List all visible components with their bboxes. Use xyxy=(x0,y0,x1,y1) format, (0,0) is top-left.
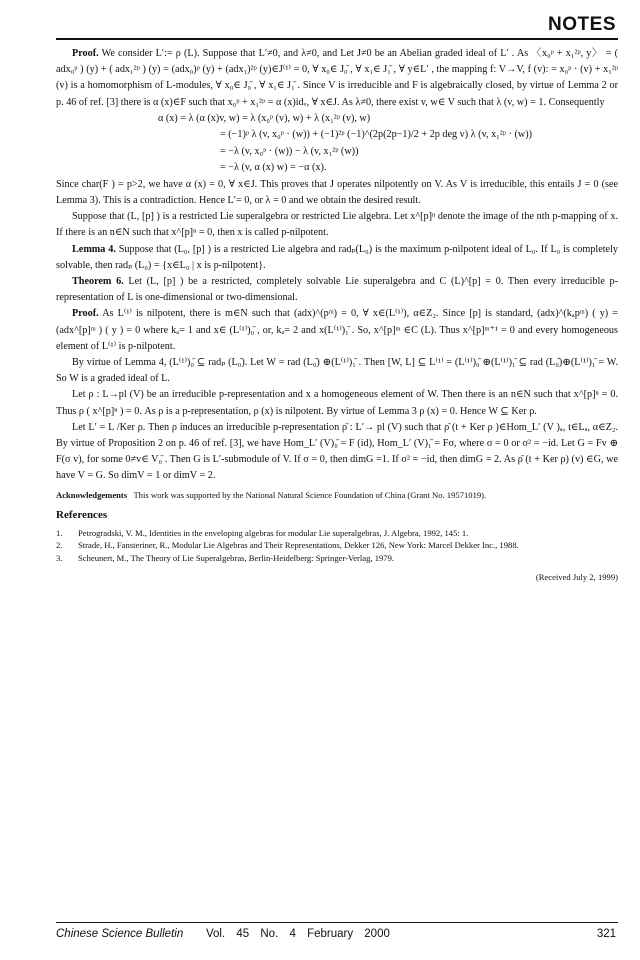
article-body xyxy=(56,46,618,585)
equation-line-3: = −λ (v, x₀ᵖ · (w)) − λ (v, x₁²ᵖ (w)) xyxy=(220,145,359,157)
equation-line-2: = (−1)ᵖ λ (v, x₀ᵖ · (w)) + (−1)²ᵖ (−1)^(2p(2p−1)/2 + 2p deg v) λ (v, x₁²ᵖ · (w)) xyxy=(220,129,532,141)
references-title: References xyxy=(56,508,108,521)
section-header: NOTES xyxy=(548,14,616,35)
reference-number: 2. xyxy=(56,540,63,551)
references-list xyxy=(56,527,618,565)
reference-text: Scheunert, M., The Theory of Lie Superalgebras, Berlin-Heidelberg: Springer-Verlag, 1979. xyxy=(78,553,395,564)
journal-name: Chinese Science Bulletin xyxy=(56,928,184,940)
reference-text: Strade, H., Fansteriner, R., Modular Lie Algebras and Their Representations, Dekker 126, New York: Marcel Dekker Inc., 1988. xyxy=(78,540,519,551)
header-rule xyxy=(56,38,618,40)
paragraph-restricted-def: Suppose that (L, [p] ) is a restricted Lie superalgebra or restricted Lie algebra. Let x^[p]ⁿ denote the image of the nth p-mapping of x. If there is an n∈N such that x^[p]ⁿ = 0, then x is called p-nilpotent. xyxy=(56,211,618,239)
issue-info xyxy=(206,928,390,940)
acknowledgements xyxy=(56,489,618,501)
received-date: (Received July 2, 1999) xyxy=(535,571,618,582)
acknowledgements-text: This work was supported by the National Natural Science Foundation of China (Grant No. 19571019). xyxy=(133,489,487,500)
equation-block xyxy=(56,111,618,177)
paragraph-text: As L⁽¹⁾ is nilpotent, there is m∈N such that (adx)^(pᵐ) = 0, ∀ x∈(L⁽¹⁾), α∈Z₂. Since [p] is standard, (adx)^(kₐpᵐ) ( y) = (adx^[p]ᵐ ) ( y ) = 0 where kₐ= 1 and x∈ (L⁽¹⁾)₀̄ , or, kₐ= 2 and x(L⁽¹⁾)₁̄ . So, x^[p]ᵐ ∈C (L). Thus x^[p]ᵐ⁺¹ = 0 and every homogeneous element of L⁽¹⁾ is p-nilpotent. xyxy=(56,308,618,352)
acknowledgements-label: Acknowledgements xyxy=(56,489,128,500)
reference-number: 3. xyxy=(56,553,63,564)
reference-number: 1. xyxy=(56,527,63,538)
reference-item xyxy=(56,539,618,552)
paragraph-quotient: Let L′ = L /Ker ρ. Then ρ induces an irreducible p-representation ρ̄ : L′→ pl (V) such that ρ̄ (t + Ker ρ )∈Hom_L′ (V )ₐ, t∈Lₐ, α∈Z₂. By virtue of Proposition 2 on p. 46 of ref. [3], we have Hom_L′ (V)₀̄ = F (id), Hom_L′ (V)₁̄ = Fσ, where σ = 0 or σ² = −id. Let G = Fv ⊕ F(σ v), for some 0≠v∈ V₀̄ . Then G is L′-submodule of V. If σ = 0, then dimG =1. If σ² = −id, then dimG = 2. As ρ̄ (t + Ker ρ) (v) ∈G, we have V = G. So dimV = 1 or dimV = 2. xyxy=(56,421,618,482)
paragraph-lemma-4 xyxy=(56,242,618,274)
reference-text: Petrogradski, V. M., Identities in the enveloping algebras for modular Lie superalgebras, J. Algebra, 1992, 145: 1. xyxy=(78,527,469,538)
proof-lead: Proof. xyxy=(72,48,99,59)
paragraph-conclusion: Since char(F ) = p>2, we have α (x) = 0, ∀ x∈J. This proves that J operates nilpotently on V. As V is irreducible, this entails J = 0 (see Lemma 3). This is a contradiction. Hence L′= 0, or λ = 0 and we obtain the desired result. xyxy=(56,178,618,207)
paragraph-theorem-6 xyxy=(56,274,618,306)
paragraph-proof-2 xyxy=(56,306,618,355)
issue-date: February 2000 xyxy=(307,928,390,940)
page-number: 321 xyxy=(596,928,616,940)
paragraph-lemma-4-application: By virtue of Lemma 4, (L⁽¹⁾)₀̄ ⊆ radₚ (L₀̄). Let W = rad (L₀̄) ⊕(L⁽¹⁾)₁̄ . Then [W, L] ⊆ L⁽¹⁾ = (L⁽¹⁾)₀̄ ⊕(L⁽¹⁾)₁̄ ⊆ rad (L₀̄)⊕(L⁽¹⁾)₁̄ = W. So W is a graded ideal of L. xyxy=(56,357,618,385)
paragraph-text: We consider L′:= ρ (L). Suppose that L′≠0, and λ≠0, and Let J≠0 be an Abelian graded ideal of L′ . As 〈x₀ᵖ + x₁²ᵖ, y〉 = ( adx₀ᵖ ) (y) + ( adx₁²ᵖ ) (y) = (adx₀)ᵖ (y) + (adx₁)²ᵖ (y)∈J⁽¹⁾ = 0, ∀ x₀∈ J₀̄ , ∀ x₁∈ J₁̄ , ∀ y∈L′ , the mapping f: V→V, f (v): = x₀ᵖ · (v) + x₁²ᵖ (v) is a homomorphism of L-modules, ∀ x₀∈ J₀̄ , ∀ x₁∈ J₁̄ . Since V is irreducible and F is algebraically closed, by virtue of Lemma 2 or p. 46 of ref. [3] there is α (x)∈F such that x₀ᵖ + x₁²ᵖ = α (x)idᵥ, ∀ x∈J. As λ≠0, there exist v, w∈ V such that λ (v, w) = 1. Consequently xyxy=(56,48,618,108)
footer-rule xyxy=(56,922,618,923)
paragraph-text: Let (L, [p] ) be a restricted, completely solvable Lie superalgebra and C (L)^[p] = 0. Then every irreducible p-representation of L is one-dimensional or two-dimensional. xyxy=(56,276,619,304)
proof-lead: Proof. xyxy=(72,308,99,320)
paragraph-representation: Let ρ : L→pl (V) be an irreducible p-representation and x a homogeneous element of W. Then there is an n∈N such that x^[p]ⁿ = 0. Thus ρ ( x^[p]ⁿ ) = 0. As ρ is a p-representation, ρ (x) is nilpotent. By virtue of Lemma 3 ρ (x) = 0. Hence W ⊆ Ker ρ. xyxy=(56,389,618,417)
equation-line-1: α (x) = λ (α (x)v, w) = λ (x₀ᵖ (v), w) + λ (x₁²ᵖ (v), w) xyxy=(158,112,371,124)
theorem-lead: Theorem 6. xyxy=(72,276,124,288)
lemma-lead: Lemma 4. xyxy=(72,243,116,255)
paragraph-proof-1 xyxy=(56,46,618,111)
paragraph-text: Suppose that (L₀, [p] ) is a restricted Lie algebra and radₚ(L₀) is the maximum p-nilpotent ideal of L₀. If L₀ is completely solvable, then radₚ (L₀) = {x∈L₀ | x is p-nilpotent}. xyxy=(56,243,618,271)
issue-number: No. 4 xyxy=(260,928,296,940)
reference-item xyxy=(56,527,618,540)
equation-line-4: = −λ (v, α (x) w) = −α (x). xyxy=(220,162,327,174)
reference-item xyxy=(56,552,618,565)
volume: Vol. 45 xyxy=(206,928,250,940)
